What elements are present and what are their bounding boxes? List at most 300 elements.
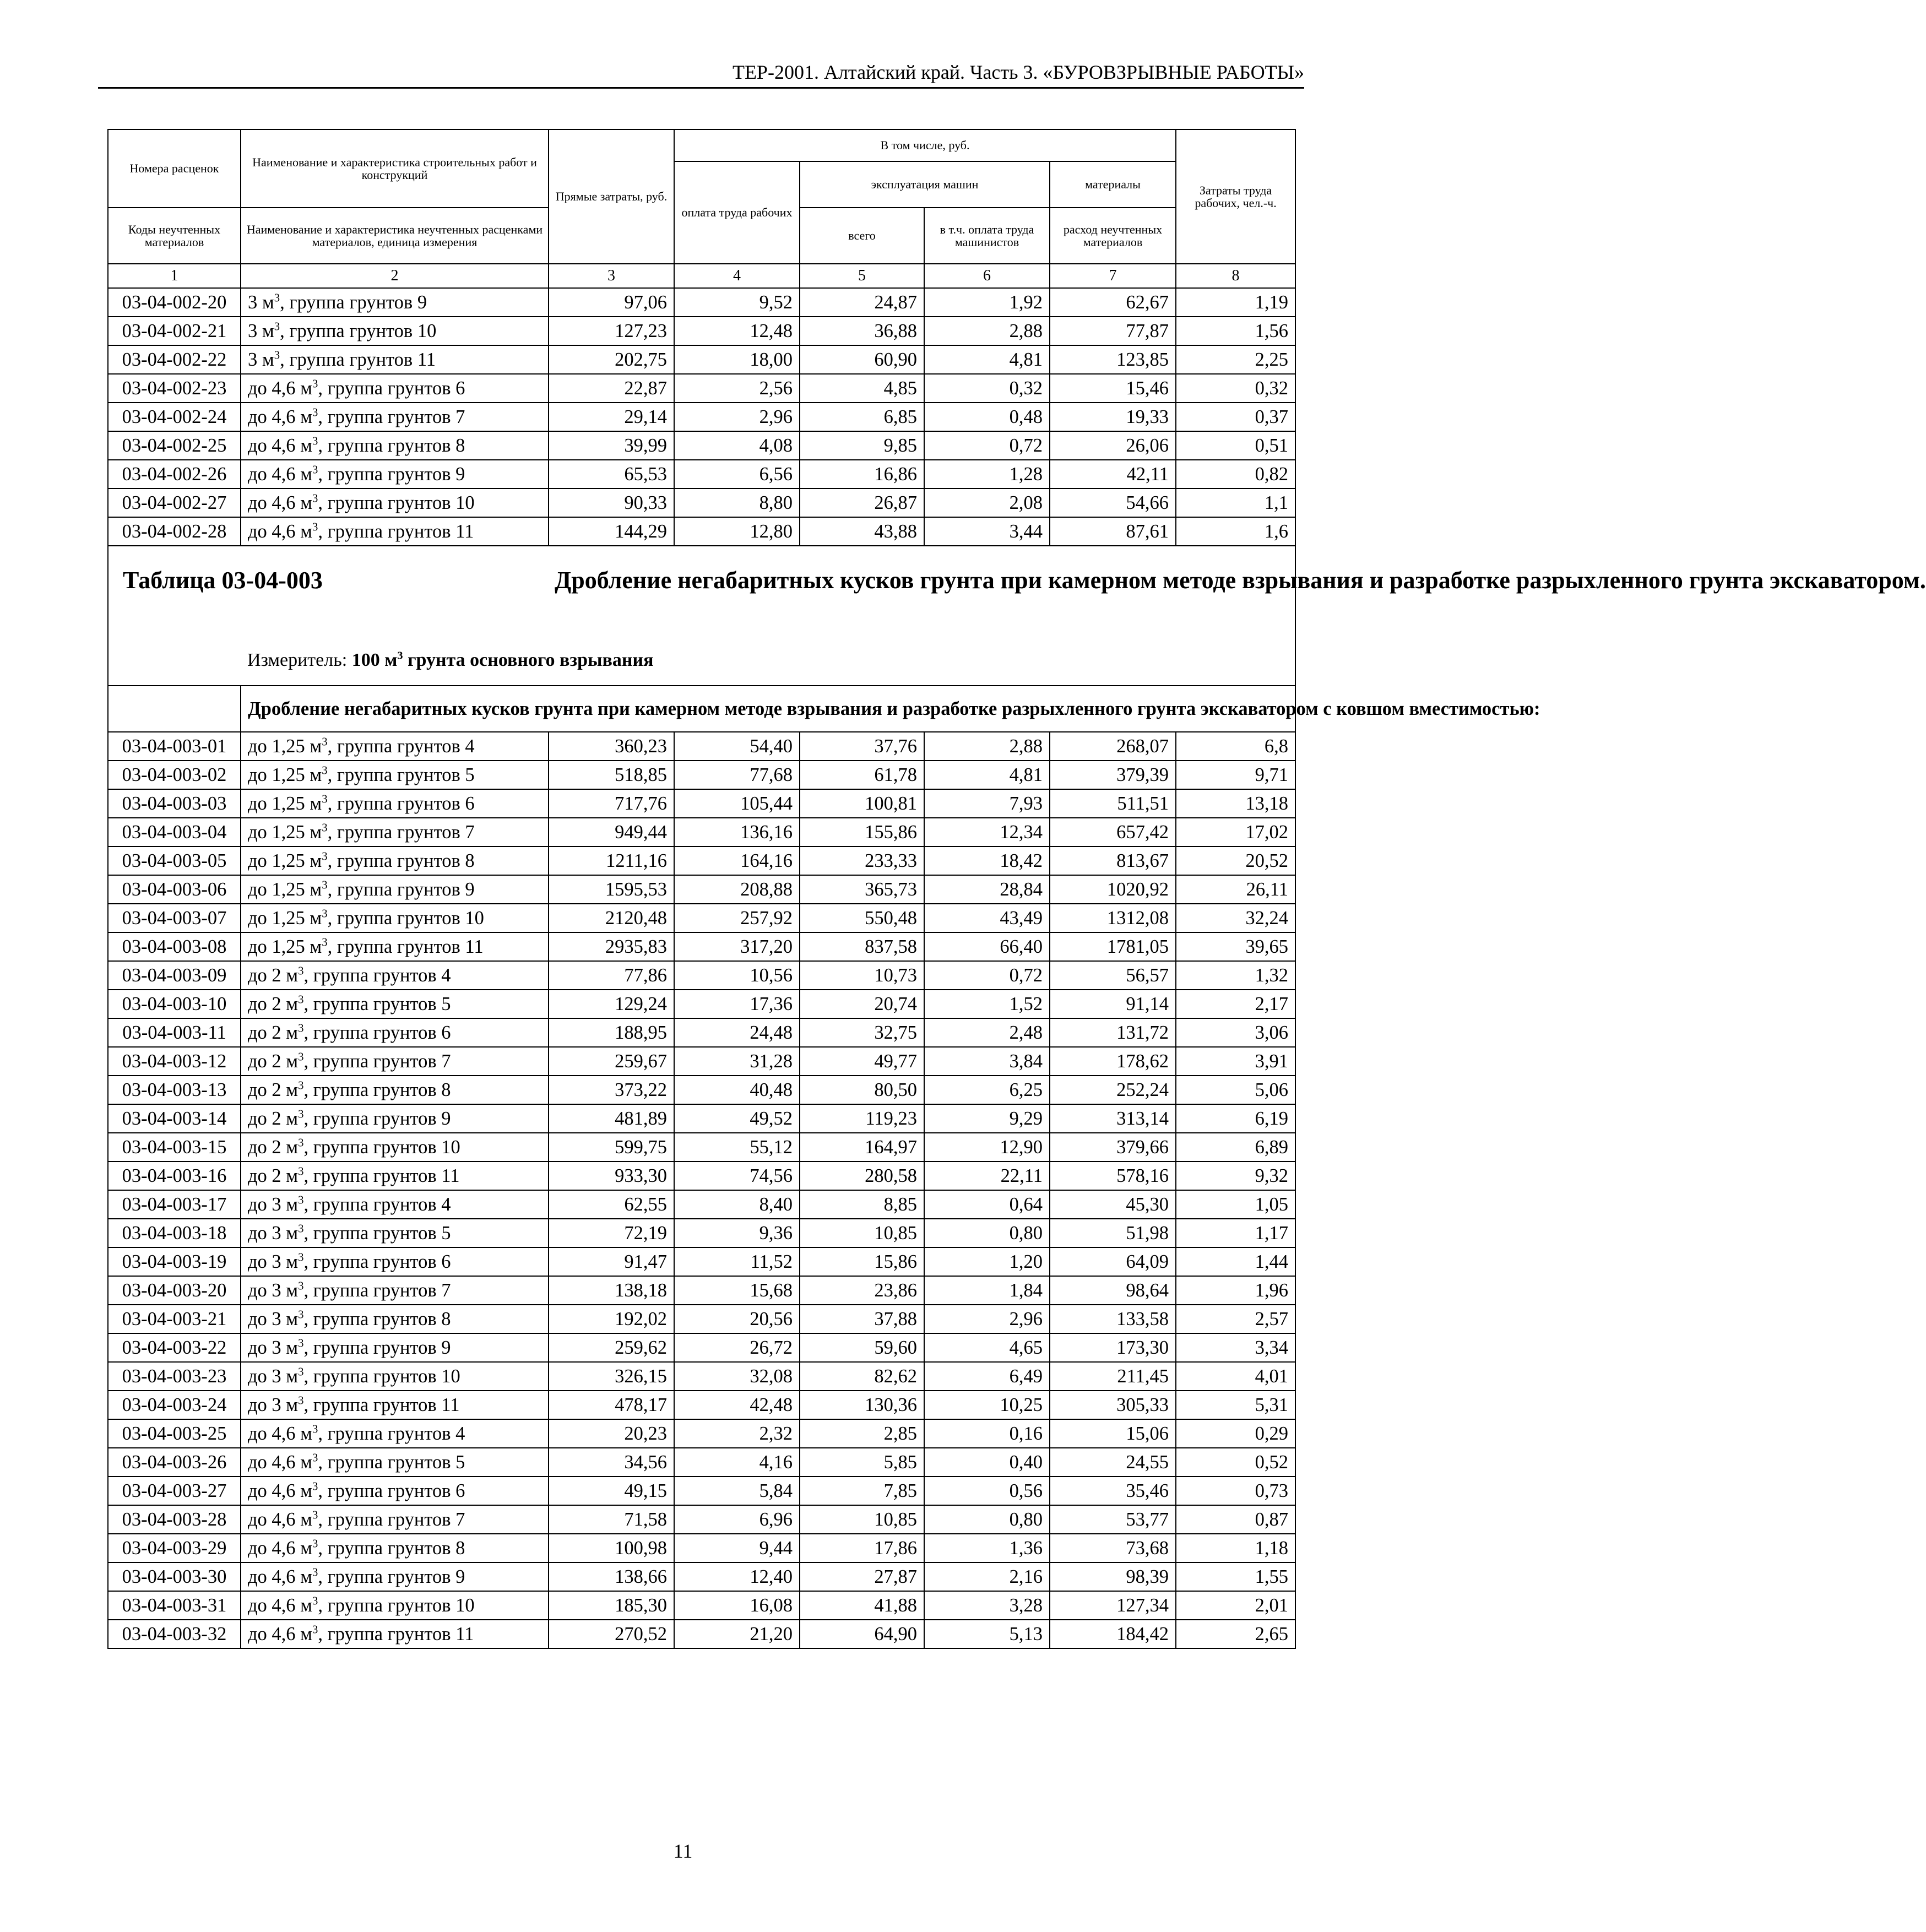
table-row xyxy=(108,1276,1295,1305)
col-wages: оплата труда рабочих xyxy=(674,161,800,264)
value-cell: 136,16 xyxy=(674,818,800,846)
value-cell: 1020,92 xyxy=(1050,875,1176,904)
rate-name: до 4,6 $м^3$, группа грунтов 6 xyxy=(241,1477,549,1505)
value-cell: 211,45 xyxy=(1050,1362,1176,1391)
value-cell: 5,06 xyxy=(1176,1076,1295,1104)
value-cell: 2,85 xyxy=(800,1419,924,1448)
value-cell: 10,85 xyxy=(800,1505,924,1534)
value-cell: 1,92 xyxy=(924,288,1050,317)
table-description: Дробление негабаритных кусков грунта при камерном методе взрывания и разработке разрыхленного грунта экскаватором. xyxy=(555,567,1926,594)
value-cell: 34,56 xyxy=(549,1448,674,1477)
intro-blank xyxy=(108,686,241,732)
value-cell: 82,62 xyxy=(800,1362,924,1391)
table-row xyxy=(108,1562,1295,1591)
rate-code: 03-04-003-11 xyxy=(108,1018,241,1047)
value-cell: 0,56 xyxy=(924,1477,1050,1505)
rate-name: до 2 $м^3$, группа грунтов 5 xyxy=(241,990,549,1018)
table-row xyxy=(108,1047,1295,1076)
value-cell: 4,81 xyxy=(924,761,1050,789)
value-cell: 192,02 xyxy=(549,1305,674,1333)
value-cell: 26,72 xyxy=(674,1333,800,1362)
rate-name: до 4,6 $м^3$, группа грунтов 6 xyxy=(241,374,549,403)
value-cell: 3,84 xyxy=(924,1047,1050,1076)
rate-name: до 3 $м^3$, группа грунтов 11 xyxy=(241,1391,549,1419)
value-cell: 100,81 xyxy=(800,789,924,818)
value-cell: 32,24 xyxy=(1176,904,1295,932)
table-row xyxy=(108,517,1295,546)
rate-name: до 4,6 $м^3$, группа грунтов 8 xyxy=(241,431,549,460)
value-cell: 17,02 xyxy=(1176,818,1295,846)
rate-code: 03-04-003-18 xyxy=(108,1219,241,1247)
value-cell: 2,01 xyxy=(1176,1591,1295,1620)
value-cell: 43,49 xyxy=(924,904,1050,932)
value-cell: 18,00 xyxy=(674,345,800,374)
rate-code: 03-04-003-13 xyxy=(108,1076,241,1104)
value-cell: 91,14 xyxy=(1050,990,1176,1018)
value-cell: 22,87 xyxy=(549,374,674,403)
value-cell: 42,48 xyxy=(674,1391,800,1419)
value-cell: 511,51 xyxy=(1050,789,1176,818)
value-cell: 138,66 xyxy=(549,1562,674,1591)
value-cell: 1781,05 xyxy=(1050,932,1176,961)
value-cell: 5,85 xyxy=(800,1448,924,1477)
value-cell: 18,42 xyxy=(924,846,1050,875)
value-cell: 7,85 xyxy=(800,1477,924,1505)
value-cell: 73,68 xyxy=(1050,1534,1176,1562)
table-row xyxy=(108,1247,1295,1276)
rate-name: до 4,6 $м^3$, группа грунтов 10 xyxy=(241,489,549,517)
value-cell: 360,23 xyxy=(549,732,674,761)
value-cell: 31,28 xyxy=(674,1047,800,1076)
section-intro: Дробление негабаритных кусков грунта при камерном методе взрывания и разработке разрыхленного грунта экскаватором с ковшом вместимостью: xyxy=(241,686,1295,732)
value-cell: 138,18 xyxy=(549,1276,674,1305)
rate-code: 03-04-002-23 xyxy=(108,374,241,403)
value-cell: 4,16 xyxy=(674,1448,800,1477)
value-cell: 7,93 xyxy=(924,789,1050,818)
value-cell: 49,15 xyxy=(549,1477,674,1505)
value-cell: 1,05 xyxy=(1176,1190,1295,1219)
value-cell: 64,90 xyxy=(800,1620,924,1648)
value-cell: 71,58 xyxy=(549,1505,674,1534)
table-row xyxy=(108,789,1295,818)
value-cell: 1,36 xyxy=(924,1534,1050,1562)
value-cell: 518,85 xyxy=(549,761,674,789)
value-cell: 6,56 xyxy=(674,460,800,489)
rate-name: до 2 $м^3$, группа грунтов 9 xyxy=(241,1104,549,1133)
value-cell: 98,64 xyxy=(1050,1276,1176,1305)
value-cell: 268,07 xyxy=(1050,732,1176,761)
col-name-bottom: Наименование и характеристика неучтенных расценками материалов, единица измерения xyxy=(241,208,549,264)
rate-code: 03-04-003-29 xyxy=(108,1534,241,1562)
value-cell: 1211,16 xyxy=(549,846,674,875)
value-cell: 2,57 xyxy=(1176,1305,1295,1333)
value-cell: 5,31 xyxy=(1176,1391,1295,1419)
value-cell: 2,17 xyxy=(1176,990,1295,1018)
rate-code: 03-04-003-28 xyxy=(108,1505,241,1534)
rate-code: 03-04-003-32 xyxy=(108,1620,241,1648)
rate-name: до 3 $м^3$, группа грунтов 8 xyxy=(241,1305,549,1333)
value-cell: 9,71 xyxy=(1176,761,1295,789)
col-machines: эксплуатация машин xyxy=(800,161,1050,208)
value-cell: 37,76 xyxy=(800,732,924,761)
value-cell: 4,85 xyxy=(800,374,924,403)
table-row xyxy=(108,1534,1295,1562)
rate-code: 03-04-002-25 xyxy=(108,431,241,460)
value-cell: 233,33 xyxy=(800,846,924,875)
value-cell: 32,08 xyxy=(674,1362,800,1391)
value-cell: 37,88 xyxy=(800,1305,924,1333)
value-cell: 379,39 xyxy=(1050,761,1176,789)
table-row xyxy=(108,1362,1295,1391)
value-cell: 0,73 xyxy=(1176,1477,1295,1505)
value-cell: 26,87 xyxy=(800,489,924,517)
table-row xyxy=(108,818,1295,846)
value-cell: 184,42 xyxy=(1050,1620,1176,1648)
table-row xyxy=(108,1333,1295,1362)
value-cell: 379,66 xyxy=(1050,1133,1176,1162)
rate-name: до 2 $м^3$, группа грунтов 8 xyxy=(241,1076,549,1104)
rate-name: до 3 $м^3$, группа грунтов 4 xyxy=(241,1190,549,1219)
value-cell: 10,25 xyxy=(924,1391,1050,1419)
value-cell: 4,65 xyxy=(924,1333,1050,1362)
col-incl: В том числе, руб. xyxy=(674,129,1176,161)
value-cell: 0,80 xyxy=(924,1505,1050,1534)
value-cell: 1,52 xyxy=(924,990,1050,1018)
value-cell: 578,16 xyxy=(1050,1162,1176,1190)
rate-code: 03-04-003-12 xyxy=(108,1047,241,1076)
value-cell: 53,77 xyxy=(1050,1505,1176,1534)
value-cell: 305,33 xyxy=(1050,1391,1176,1419)
value-cell: 259,62 xyxy=(549,1333,674,1362)
value-cell: 59,60 xyxy=(800,1333,924,1362)
value-cell: 257,92 xyxy=(674,904,800,932)
table-row xyxy=(108,904,1295,932)
table-row xyxy=(108,1190,1295,1219)
col-machines-wages: в т.ч. оплата труда машинистов xyxy=(924,208,1050,264)
value-cell: 0,64 xyxy=(924,1190,1050,1219)
value-cell: 13,18 xyxy=(1176,789,1295,818)
value-cell: 15,06 xyxy=(1050,1419,1176,1448)
rate-name: до 1,25 $м^3$, группа грунтов 4 xyxy=(241,732,549,761)
value-cell: 365,73 xyxy=(800,875,924,904)
column-number: 1 xyxy=(108,264,241,288)
value-cell: 80,50 xyxy=(800,1076,924,1104)
value-cell: 933,30 xyxy=(549,1162,674,1190)
value-cell: 2120,48 xyxy=(549,904,674,932)
table-row xyxy=(108,875,1295,904)
value-cell: 317,20 xyxy=(674,932,800,961)
value-cell: 1,56 xyxy=(1176,317,1295,345)
rate-code: 03-04-003-22 xyxy=(108,1333,241,1362)
rate-name: до 2 $м^3$, группа грунтов 7 xyxy=(241,1047,549,1076)
value-cell: 2,56 xyxy=(674,374,800,403)
value-cell: 0,16 xyxy=(924,1419,1050,1448)
column-number: 2 xyxy=(241,264,549,288)
rate-name: до 1,25 $м^3$, группа грунтов 6 xyxy=(241,789,549,818)
value-cell: 1,20 xyxy=(924,1247,1050,1276)
value-cell: 837,58 xyxy=(800,932,924,961)
value-cell: 77,86 xyxy=(549,961,674,990)
value-cell: 3,06 xyxy=(1176,1018,1295,1047)
value-cell: 252,24 xyxy=(1050,1076,1176,1104)
value-cell: 326,15 xyxy=(549,1362,674,1391)
rate-name: до 4,6 $м^3$, группа грунтов 7 xyxy=(241,1505,549,1534)
col-materials: материалы xyxy=(1050,161,1176,208)
value-cell: 3,44 xyxy=(924,517,1050,546)
value-cell: 1,44 xyxy=(1176,1247,1295,1276)
table-row xyxy=(108,1133,1295,1162)
table-row xyxy=(108,1305,1295,1333)
value-cell: 5,84 xyxy=(674,1477,800,1505)
value-cell: 2,25 xyxy=(1176,345,1295,374)
rate-name: до 2 $м^3$, группа грунтов 4 xyxy=(241,961,549,990)
value-cell: 28,84 xyxy=(924,875,1050,904)
rate-name: до 2 $м^3$, группа грунтов 6 xyxy=(241,1018,549,1047)
value-cell: 39,99 xyxy=(549,431,674,460)
value-cell: 10,73 xyxy=(800,961,924,990)
value-cell: 20,52 xyxy=(1176,846,1295,875)
value-cell: 131,72 xyxy=(1050,1018,1176,1047)
value-cell: 64,09 xyxy=(1050,1247,1176,1276)
rate-name: до 3 $м^3$, группа грунтов 5 xyxy=(241,1219,549,1247)
value-cell: 56,57 xyxy=(1050,961,1176,990)
value-cell: 0,87 xyxy=(1176,1505,1295,1534)
value-cell: 6,89 xyxy=(1176,1133,1295,1162)
value-cell: 599,75 xyxy=(549,1133,674,1162)
value-cell: 478,17 xyxy=(549,1391,674,1419)
rate-code: 03-04-003-14 xyxy=(108,1104,241,1133)
value-cell: 0,51 xyxy=(1176,431,1295,460)
measure-label: Измеритель: xyxy=(247,650,348,670)
value-cell: 313,14 xyxy=(1050,1104,1176,1133)
rate-code: 03-04-003-02 xyxy=(108,761,241,789)
value-cell: 105,44 xyxy=(674,789,800,818)
value-cell: 62,67 xyxy=(1050,288,1176,317)
value-cell: 6,8 xyxy=(1176,732,1295,761)
rate-name: 3 $м^3$, группа грунтов 9 xyxy=(241,288,549,317)
table-row xyxy=(108,1162,1295,1190)
value-cell: 6,49 xyxy=(924,1362,1050,1391)
value-cell: 77,68 xyxy=(674,761,800,789)
table-row xyxy=(108,288,1295,317)
table-row xyxy=(108,1505,1295,1534)
value-cell: 0,82 xyxy=(1176,460,1295,489)
value-cell: 32,75 xyxy=(800,1018,924,1047)
value-cell: 481,89 xyxy=(549,1104,674,1133)
value-cell: 40,48 xyxy=(674,1076,800,1104)
value-cell: 2935,83 xyxy=(549,932,674,961)
value-cell: 12,40 xyxy=(674,1562,800,1591)
value-cell: 1,19 xyxy=(1176,288,1295,317)
table-row xyxy=(108,403,1295,431)
rate-name: до 4,6 $м^3$, группа грунтов 9 xyxy=(241,460,549,489)
value-cell: 97,06 xyxy=(549,288,674,317)
value-cell: 16,86 xyxy=(800,460,924,489)
value-cell: 2,16 xyxy=(924,1562,1050,1591)
value-cell: 155,86 xyxy=(800,818,924,846)
value-cell: 259,67 xyxy=(549,1047,674,1076)
table-row xyxy=(108,1104,1295,1133)
rate-code: 03-04-003-24 xyxy=(108,1391,241,1419)
value-cell: 0,72 xyxy=(924,431,1050,460)
value-cell: 9,32 xyxy=(1176,1162,1295,1190)
value-cell: 12,34 xyxy=(924,818,1050,846)
value-cell: 188,95 xyxy=(549,1018,674,1047)
value-cell: 1,6 xyxy=(1176,517,1295,546)
column-number: 7 xyxy=(1050,264,1176,288)
rate-name: до 2 $м^3$, группа грунтов 10 xyxy=(241,1133,549,1162)
rate-code: 03-04-002-24 xyxy=(108,403,241,431)
value-cell: 5,13 xyxy=(924,1620,1050,1648)
col-code-top: Номера расценок xyxy=(108,129,241,208)
rate-code: 03-04-003-01 xyxy=(108,732,241,761)
rate-name: до 1,25 $м^3$, группа грунтов 10 xyxy=(241,904,549,932)
col-materials-unaccounted: расход неучтенных материалов xyxy=(1050,208,1176,264)
section-intro-row xyxy=(108,686,1295,732)
rate-code: 03-04-003-08 xyxy=(108,932,241,961)
value-cell: 24,87 xyxy=(800,288,924,317)
value-cell: 1,84 xyxy=(924,1276,1050,1305)
value-cell: 0,72 xyxy=(924,961,1050,990)
value-cell: 6,25 xyxy=(924,1076,1050,1104)
measure-value: 100 $м^3$ грунта основного взрывания xyxy=(351,649,654,670)
column-number: 5 xyxy=(800,264,924,288)
value-cell: 20,74 xyxy=(800,990,924,1018)
value-cell: 0,32 xyxy=(1176,374,1295,403)
rate-code: 03-04-003-15 xyxy=(108,1133,241,1162)
rate-name: 3 $м^3$, группа грунтов 11 xyxy=(241,345,549,374)
value-cell: 10,85 xyxy=(800,1219,924,1247)
value-cell: 2,88 xyxy=(924,317,1050,345)
rate-name: до 1,25 $м^3$, группа грунтов 5 xyxy=(241,761,549,789)
rates-table xyxy=(107,129,1926,1649)
table-row xyxy=(108,374,1295,403)
rate-name: до 4,6 $м^3$, группа грунтов 10 xyxy=(241,1591,549,1620)
value-cell: 9,85 xyxy=(800,431,924,460)
value-cell: 15,68 xyxy=(674,1276,800,1305)
rate-name: 3 $м^3$, группа грунтов 10 xyxy=(241,317,549,345)
value-cell: 0,29 xyxy=(1176,1419,1295,1448)
value-cell: 550,48 xyxy=(800,904,924,932)
table-row xyxy=(108,1419,1295,1448)
value-cell: 60,90 xyxy=(800,345,924,374)
value-cell: 29,14 xyxy=(549,403,674,431)
value-cell: 10,56 xyxy=(674,961,800,990)
value-cell: 4,08 xyxy=(674,431,800,460)
page-number: 11 xyxy=(673,1840,693,1862)
column-number: 6 xyxy=(924,264,1050,288)
value-cell: 12,80 xyxy=(674,517,800,546)
value-cell: 42,11 xyxy=(1050,460,1176,489)
value-cell: 26,06 xyxy=(1050,431,1176,460)
value-cell: 657,42 xyxy=(1050,818,1176,846)
table-row xyxy=(108,846,1295,875)
value-cell: 91,47 xyxy=(549,1247,674,1276)
rate-code: 03-04-002-21 xyxy=(108,317,241,345)
value-cell: 62,55 xyxy=(549,1190,674,1219)
value-cell: 119,23 xyxy=(800,1104,924,1133)
value-cell: 12,90 xyxy=(924,1133,1050,1162)
table-row xyxy=(108,961,1295,990)
rate-code: 03-04-003-04 xyxy=(108,818,241,846)
value-cell: 43,88 xyxy=(800,517,924,546)
value-cell: 3,28 xyxy=(924,1591,1050,1620)
value-cell: 2,96 xyxy=(674,403,800,431)
table-row xyxy=(108,345,1295,374)
rate-code: 03-04-003-05 xyxy=(108,846,241,875)
table-row xyxy=(108,1219,1295,1247)
value-cell: 87,61 xyxy=(1050,517,1176,546)
rate-code: 03-04-003-06 xyxy=(108,875,241,904)
value-cell: 54,40 xyxy=(674,732,800,761)
value-cell: 127,23 xyxy=(549,317,674,345)
value-cell: 100,98 xyxy=(549,1534,674,1562)
col-direct-costs: Прямые затраты, руб. xyxy=(549,129,674,264)
value-cell: 813,67 xyxy=(1050,846,1176,875)
rate-name: до 3 $м^3$, группа грунтов 7 xyxy=(241,1276,549,1305)
column-number: 4 xyxy=(674,264,800,288)
value-cell: 77,87 xyxy=(1050,317,1176,345)
rate-name: до 4,6 $м^3$, группа грунтов 9 xyxy=(241,1562,549,1591)
value-cell: 61,78 xyxy=(800,761,924,789)
rate-code: 03-04-003-26 xyxy=(108,1448,241,1477)
value-cell: 280,58 xyxy=(800,1162,924,1190)
rate-name: до 4,6 $м^3$, группа грунтов 7 xyxy=(241,403,549,431)
rate-code: 03-04-003-23 xyxy=(108,1362,241,1391)
value-cell: 0,40 xyxy=(924,1448,1050,1477)
value-cell: 39,65 xyxy=(1176,932,1295,961)
running-header: ТЕР-2001. Алтайский край. Часть 3. «БУРОВЗРЫВНЫЕ РАБОТЫ» xyxy=(98,57,1304,89)
value-cell: 2,88 xyxy=(924,732,1050,761)
table-measure xyxy=(247,651,653,670)
rate-name: до 1,25 $м^3$, группа грунтов 9 xyxy=(241,875,549,904)
col-machines-total: всего xyxy=(800,208,924,264)
table-heading-row xyxy=(108,546,1295,686)
value-cell: 6,85 xyxy=(800,403,924,431)
value-cell: 66,40 xyxy=(924,932,1050,961)
column-numbers-row xyxy=(108,264,1295,288)
table-row xyxy=(108,431,1295,460)
rate-name: до 3 $м^3$, группа грунтов 9 xyxy=(241,1333,549,1362)
value-cell: 1,18 xyxy=(1176,1534,1295,1562)
value-cell: 36,88 xyxy=(800,317,924,345)
rate-code: 03-04-003-21 xyxy=(108,1305,241,1333)
value-cell: 27,87 xyxy=(800,1562,924,1591)
value-cell: 130,36 xyxy=(800,1391,924,1419)
value-cell: 173,30 xyxy=(1050,1333,1176,1362)
rate-code: 03-04-003-19 xyxy=(108,1247,241,1276)
rate-name: до 4,6 $м^3$, группа грунтов 5 xyxy=(241,1448,549,1477)
rate-code: 03-04-002-28 xyxy=(108,517,241,546)
rate-name: до 1,25 $м^3$, группа грунтов 7 xyxy=(241,818,549,846)
value-cell: 17,86 xyxy=(800,1534,924,1562)
value-cell: 20,56 xyxy=(674,1305,800,1333)
table-row xyxy=(108,489,1295,517)
value-cell: 164,16 xyxy=(674,846,800,875)
table-row xyxy=(108,1448,1295,1477)
value-cell: 0,80 xyxy=(924,1219,1050,1247)
value-cell: 22,11 xyxy=(924,1162,1050,1190)
rate-code: 03-04-003-30 xyxy=(108,1562,241,1591)
rate-name: до 4,6 $м^3$, группа грунтов 4 xyxy=(241,1419,549,1448)
value-cell: 164,97 xyxy=(800,1133,924,1162)
value-cell: 0,52 xyxy=(1176,1448,1295,1477)
rate-name: до 4,6 $м^3$, группа грунтов 11 xyxy=(241,1620,549,1648)
column-number: 3 xyxy=(549,264,674,288)
col-labor: Затраты труда рабочих, чел.-ч. xyxy=(1176,129,1295,264)
value-cell: 72,19 xyxy=(549,1219,674,1247)
value-cell: 49,52 xyxy=(674,1104,800,1133)
